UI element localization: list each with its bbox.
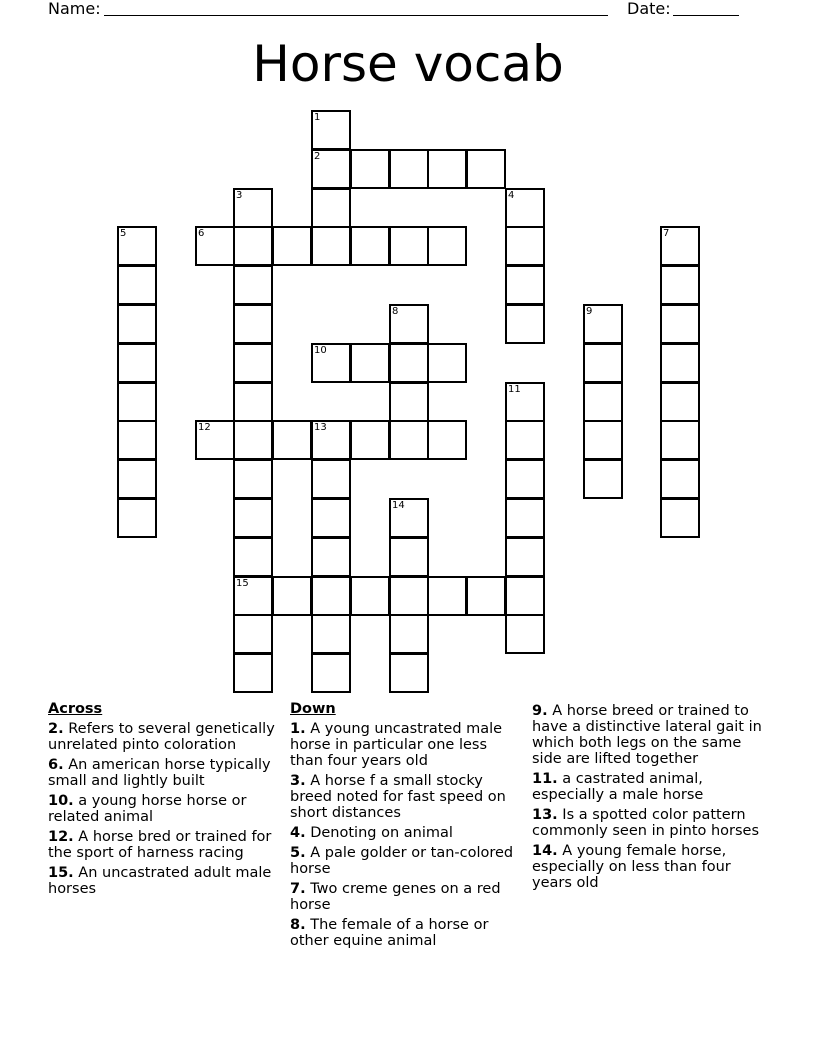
crossword-cell[interactable] xyxy=(311,420,351,460)
clue xyxy=(48,865,284,897)
crossword-cell[interactable] xyxy=(233,265,273,305)
clue-number: 6 xyxy=(198,228,205,239)
crossword-cell[interactable] xyxy=(117,265,157,305)
crossword-cell[interactable] xyxy=(350,420,390,460)
crossword-cell[interactable] xyxy=(311,537,351,577)
crossword-cell[interactable] xyxy=(233,537,273,577)
crossword-cell[interactable] xyxy=(583,304,623,344)
crossword-cell[interactable] xyxy=(117,382,157,422)
clue-number-label: 12. xyxy=(48,829,74,845)
clue-text: Two creme genes on a red horse xyxy=(290,881,501,913)
crossword-cell[interactable] xyxy=(389,498,429,538)
crossword-cell[interactable] xyxy=(505,576,545,616)
crossword-cell[interactable] xyxy=(660,226,700,266)
clue-number: 5 xyxy=(120,228,127,239)
clue xyxy=(532,703,768,767)
clue-number: 2 xyxy=(314,151,321,162)
down-clue-list-continued xyxy=(532,703,768,891)
crossword-cell[interactable] xyxy=(660,420,700,460)
down-clues-column xyxy=(290,701,520,953)
crossword-cell[interactable] xyxy=(389,149,429,189)
crossword-cell[interactable] xyxy=(389,420,429,460)
crossword-cell[interactable] xyxy=(389,304,429,344)
crossword-cell[interactable] xyxy=(272,420,312,460)
crossword-cell[interactable] xyxy=(427,420,467,460)
clue-text: The female of a horse or other equine animal xyxy=(290,917,489,949)
down-clues-column-continued xyxy=(532,703,768,895)
clue-number-label: 4. xyxy=(290,825,306,841)
crossword-cell[interactable] xyxy=(466,149,506,189)
clue xyxy=(532,771,768,803)
crossword-cell[interactable] xyxy=(505,498,545,538)
clue-number: 8 xyxy=(392,306,399,317)
crossword-cell[interactable] xyxy=(233,226,273,266)
clue-number: 14 xyxy=(392,500,405,511)
crossword-cell[interactable] xyxy=(272,226,312,266)
crossword-cell[interactable] xyxy=(272,576,312,616)
crossword-cell[interactable] xyxy=(117,304,157,344)
crossword-cell[interactable] xyxy=(505,614,545,654)
clue xyxy=(290,845,520,877)
clue-text: a castrated animal, especially a male horse xyxy=(532,771,704,803)
crossword-cell[interactable] xyxy=(117,420,157,460)
clue-number: 10 xyxy=(314,345,327,356)
crossword-cell[interactable] xyxy=(427,343,467,383)
clue xyxy=(48,829,284,861)
crossword-cell[interactable] xyxy=(583,382,623,422)
crossword-cell[interactable] xyxy=(233,382,273,422)
clue xyxy=(290,881,520,913)
clue-number-label: 7. xyxy=(290,881,306,897)
crossword-cell[interactable] xyxy=(117,226,157,266)
crossword-cell[interactable] xyxy=(505,420,545,460)
crossword-cell[interactable] xyxy=(311,498,351,538)
crossword-cell[interactable] xyxy=(660,343,700,383)
clue-number: 11 xyxy=(508,384,521,395)
crossword-cell[interactable] xyxy=(233,614,273,654)
clue-text: A horse breed or trained to have a distinctive lateral gait in which both legs on the same side are lifted together xyxy=(532,703,762,767)
clue-text: A young female horse, especially on less than four years old xyxy=(532,843,731,891)
crossword-cell[interactable] xyxy=(389,382,429,422)
clue xyxy=(48,757,284,789)
clue xyxy=(290,773,520,821)
crossword-cell[interactable] xyxy=(505,459,545,499)
crossword-cell[interactable] xyxy=(583,420,623,460)
clue-text: A young uncastrated male horse in particular one less than four years old xyxy=(290,721,503,769)
clue-number-label: 9. xyxy=(532,703,548,719)
clue xyxy=(48,721,284,753)
clue-number: 4 xyxy=(508,190,515,201)
clue xyxy=(48,793,284,825)
clue-number: 9 xyxy=(586,306,593,317)
crossword-cell[interactable] xyxy=(389,576,429,616)
clue-number-label: 8. xyxy=(290,917,306,933)
crossword-cell[interactable] xyxy=(233,420,273,460)
crossword-cell[interactable] xyxy=(350,343,390,383)
crossword-cell[interactable] xyxy=(427,226,467,266)
crossword-cell[interactable] xyxy=(389,614,429,654)
down-heading: Down xyxy=(290,701,336,717)
clue-text: An american horse typically small and lightly built xyxy=(48,757,271,789)
crossword-cell[interactable] xyxy=(350,226,390,266)
clue xyxy=(532,843,768,891)
crossword-cell[interactable] xyxy=(311,576,351,616)
crossword-cell[interactable] xyxy=(195,226,235,266)
crossword-cell[interactable] xyxy=(583,459,623,499)
clue-number-label: 11. xyxy=(532,771,558,787)
clue-number: 1 xyxy=(314,112,321,123)
clue-number: 13 xyxy=(314,422,327,433)
crossword-cell[interactable] xyxy=(233,459,273,499)
crossword-cell[interactable] xyxy=(505,188,545,228)
crossword-cell[interactable] xyxy=(427,149,467,189)
across-clues-column xyxy=(48,701,284,901)
crossword-cell[interactable] xyxy=(311,110,351,150)
crossword-cell[interactable] xyxy=(117,498,157,538)
clue-number-label: 14. xyxy=(532,843,558,859)
clue-number-label: 15. xyxy=(48,865,74,881)
down-clue-list xyxy=(290,721,520,949)
clue-text: Refers to several genetically unrelated pinto coloration xyxy=(48,721,275,753)
name-label: Name: xyxy=(48,0,101,18)
crossword-cell[interactable] xyxy=(350,576,390,616)
clue-text: A horse f a small stocky breed noted for fast speed on short distances xyxy=(290,773,506,821)
clue-number: 15 xyxy=(236,578,249,589)
crossword-cell[interactable] xyxy=(311,226,351,266)
clue-number-label: 6. xyxy=(48,757,64,773)
crossword-cell[interactable] xyxy=(233,343,273,383)
crossword-cell[interactable] xyxy=(311,614,351,654)
crossword-cell[interactable] xyxy=(117,343,157,383)
crossword-cell[interactable] xyxy=(427,576,467,616)
clue-text: A pale golder or tan-colored horse xyxy=(290,845,514,877)
crossword-cell[interactable] xyxy=(233,576,273,616)
clue-text: Is a spotted color pattern commonly seen in pinto horses xyxy=(532,807,760,839)
crossword-cell[interactable] xyxy=(660,459,700,499)
crossword-cell[interactable] xyxy=(660,382,700,422)
crossword-cell[interactable] xyxy=(311,343,351,383)
clue-text: a young horse horse or related animal xyxy=(48,793,247,825)
crossword-cell[interactable] xyxy=(233,188,273,228)
crossword-cell[interactable] xyxy=(389,226,429,266)
clue-number: 12 xyxy=(198,422,211,433)
crossword-cell[interactable] xyxy=(311,149,351,189)
crossword-cell[interactable] xyxy=(311,459,351,499)
clue-number: 7 xyxy=(663,228,670,239)
date-label: Date: xyxy=(627,0,671,18)
clue xyxy=(532,807,768,839)
clue xyxy=(290,721,520,769)
crossword-cell[interactable] xyxy=(389,537,429,577)
crossword-cell[interactable] xyxy=(233,653,273,693)
across-clue-list xyxy=(48,721,284,897)
clue-text: Denoting on animal xyxy=(310,825,453,841)
crossword-cell[interactable] xyxy=(505,304,545,344)
clue-text: An uncastrated adult male horses xyxy=(48,865,272,897)
clue-number-label: 2. xyxy=(48,721,64,737)
crossword-cell[interactable] xyxy=(117,459,157,499)
crossword-cell[interactable] xyxy=(350,149,390,189)
crossword-cell[interactable] xyxy=(505,265,545,305)
crossword-cell[interactable] xyxy=(505,537,545,577)
clue-number: 3 xyxy=(236,190,243,201)
clue-number-label: 5. xyxy=(290,845,306,861)
crossword-cell[interactable] xyxy=(505,226,545,266)
clue xyxy=(290,825,520,841)
clue-number-label: 1. xyxy=(290,721,306,737)
crossword-cell[interactable] xyxy=(660,498,700,538)
crossword-cell[interactable] xyxy=(311,653,351,693)
clue xyxy=(290,917,520,949)
clue-number-label: 10. xyxy=(48,793,74,809)
clue-number-label: 13. xyxy=(532,807,558,823)
crossword-cell[interactable] xyxy=(583,343,623,383)
crossword-cell[interactable] xyxy=(389,653,429,693)
crossword-cell[interactable] xyxy=(660,265,700,305)
crossword-cell[interactable] xyxy=(311,188,351,228)
crossword-cell[interactable] xyxy=(195,420,235,460)
crossword-cell[interactable] xyxy=(389,343,429,383)
crossword-cell[interactable] xyxy=(233,498,273,538)
crossword-cell[interactable] xyxy=(233,304,273,344)
clue-text: A horse bred or trained for the sport of harness racing xyxy=(48,829,272,861)
clue-number-label: 3. xyxy=(290,773,306,789)
crossword-cell[interactable] xyxy=(466,576,506,616)
puzzle-title: Horse vocab xyxy=(252,35,564,93)
crossword-cell[interactable] xyxy=(505,382,545,422)
across-heading: Across xyxy=(48,701,103,717)
crossword-cell[interactable] xyxy=(660,304,700,344)
